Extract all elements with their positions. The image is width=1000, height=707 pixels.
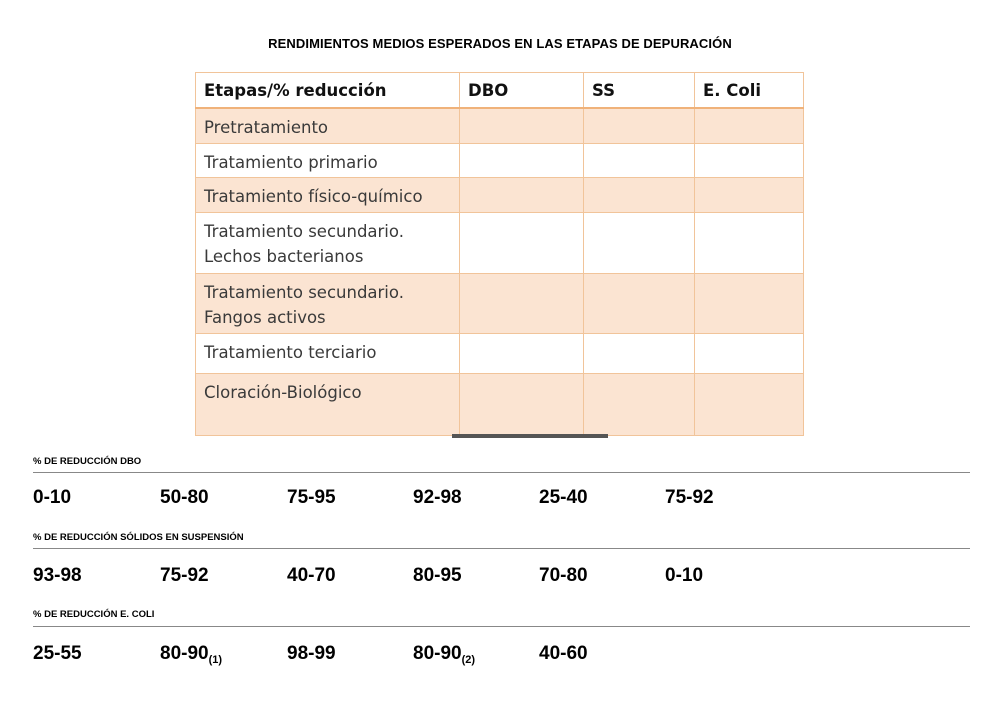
dbo-drop-slot[interactable] [460, 177, 584, 212]
table-row [196, 273, 804, 333]
value-chip[interactable] [539, 643, 588, 665]
table-header-row [196, 73, 804, 109]
header-ecoli: E. Coli [695, 73, 804, 109]
stage-cell [196, 212, 460, 273]
value-chip[interactable]: 25-40 [539, 487, 588, 508]
dbo-drop-slot[interactable] [460, 108, 584, 143]
stage-label: Tratamiento secundario. [204, 221, 404, 241]
value-chip[interactable] [413, 643, 475, 666]
ss-drop-slot[interactable] [584, 212, 695, 273]
header-stage: Etapas/% reducción [196, 73, 460, 109]
value-chip[interactable] [287, 643, 336, 665]
value-chip[interactable]: 75-92 [160, 565, 209, 586]
stage-cell [196, 333, 460, 373]
stage-sublabel: Fangos activos [204, 307, 326, 327]
stage-cell [196, 373, 460, 435]
table-row [196, 333, 804, 373]
ecoli-drop-slot[interactable] [695, 333, 804, 373]
value-chip[interactable]: 93-98 [33, 565, 82, 586]
stage-sublabel: Lechos bacterianos [204, 246, 364, 266]
dbo-drop-slot[interactable] [460, 273, 584, 333]
section-divider [33, 626, 970, 627]
dbo-drop-slot[interactable] [460, 212, 584, 273]
value-chip[interactable] [160, 643, 222, 666]
value-footnote: (1) [208, 654, 223, 666]
stage-label: Cloración-Biológico [204, 382, 362, 402]
ss-drop-slot[interactable] [584, 333, 695, 373]
ecoli-drop-slot[interactable] [695, 108, 804, 143]
stage-label: Tratamiento secundario. [204, 282, 404, 302]
value-chip[interactable] [33, 643, 82, 665]
dbo-drop-slot[interactable] [460, 143, 584, 177]
stage-label: Tratamiento terciario [204, 342, 377, 362]
ecoli-drop-slot[interactable] [695, 373, 804, 435]
section-label-dbo: % DE REDUCCIÓN DBO [33, 456, 142, 467]
value-text: 40-60 [539, 643, 588, 664]
section-label-ss: % DE REDUCCIÓN SÓLIDOS EN SUSPENSIÓN [33, 532, 244, 543]
dbo-drop-slot[interactable] [460, 373, 584, 435]
value-chip[interactable]: 50-80 [160, 487, 209, 508]
value-text: 98-99 [287, 643, 336, 664]
value-footnote: (2) [461, 654, 476, 666]
stage-cell [196, 273, 460, 333]
value-text: 80-90 [413, 643, 462, 664]
stages-table [195, 72, 804, 436]
stage-cell [196, 108, 460, 143]
ecoli-drop-slot[interactable] [695, 273, 804, 333]
ss-drop-slot[interactable] [584, 108, 695, 143]
header-dbo: DBO [460, 73, 584, 109]
header-ss: SS [584, 73, 695, 109]
value-chip[interactable]: 80-95 [413, 565, 462, 586]
page-title: RENDIMIENTOS MEDIOS ESPERADOS EN LAS ETAPAS DE DEPURACIÓN [268, 36, 732, 51]
ecoli-drop-slot[interactable] [695, 143, 804, 177]
section-label-ecoli: % DE REDUCCIÓN E. COLI [33, 609, 155, 620]
section-divider [33, 548, 970, 549]
stage-cell [196, 177, 460, 212]
ss-drop-slot[interactable] [584, 143, 695, 177]
ss-drop-slot[interactable] [584, 273, 695, 333]
value-chip[interactable]: 0-10 [33, 487, 72, 508]
section-divider [33, 472, 970, 473]
stage-cell [196, 143, 460, 177]
table-row [196, 373, 804, 435]
table-row [196, 212, 804, 273]
value-chip[interactable]: 40-70 [287, 565, 336, 586]
dbo-drop-slot[interactable] [460, 333, 584, 373]
ss-drop-slot[interactable] [584, 373, 695, 435]
table-row [196, 143, 804, 177]
value-chip[interactable]: 75-92 [665, 487, 714, 508]
table-row [196, 177, 804, 212]
stage-label: Tratamiento primario [204, 152, 378, 172]
table-row [196, 108, 804, 143]
ss-drop-slot[interactable] [584, 177, 695, 212]
scroll-handle[interactable] [452, 434, 608, 438]
stage-label: Pretratamiento [204, 118, 329, 137]
value-text: 25-55 [33, 643, 82, 664]
ecoli-drop-slot[interactable] [695, 177, 804, 212]
stage-label: Tratamiento físico-químico [204, 186, 423, 206]
value-chip[interactable]: 0-10 [665, 565, 704, 586]
value-chip[interactable]: 75-95 [287, 487, 336, 508]
value-chip[interactable]: 92-98 [413, 487, 462, 508]
ecoli-drop-slot[interactable] [695, 212, 804, 273]
value-chip[interactable]: 70-80 [539, 565, 588, 586]
value-text: 80-90 [160, 643, 209, 664]
